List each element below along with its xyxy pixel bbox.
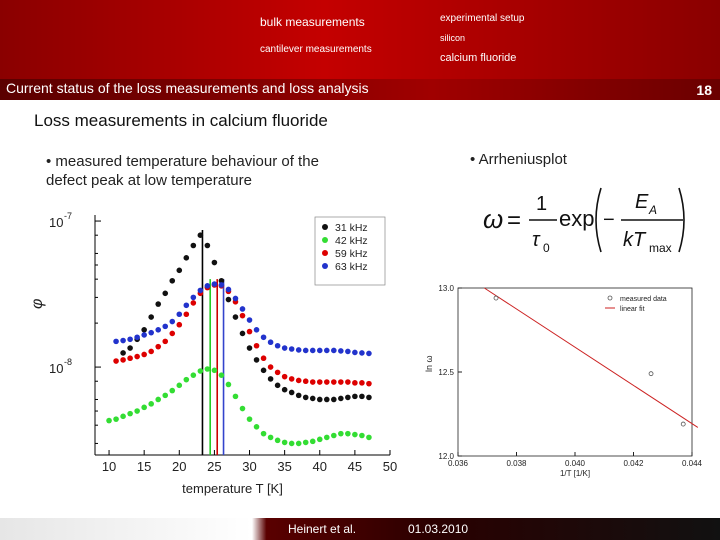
data-point [261, 431, 267, 437]
data-point [176, 322, 182, 328]
legend-label: 31 kHz [335, 222, 368, 234]
nav-calcium-fluoride[interactable]: calcium fluoride [440, 52, 517, 64]
data-point [120, 350, 126, 356]
formula-exp: exp [559, 206, 595, 231]
section-title: Loss measurements in calcium fluoride [34, 111, 328, 130]
data-point [212, 281, 218, 287]
data-point [155, 327, 161, 333]
data-point [113, 416, 119, 422]
data-point [113, 358, 119, 364]
data-point [198, 232, 204, 238]
data-point [296, 378, 302, 384]
page-number: 18 [696, 82, 712, 98]
data-point [240, 306, 246, 312]
data-point [345, 431, 351, 437]
data-point [191, 372, 197, 378]
data-point [184, 255, 190, 261]
nav-silicon[interactable]: silicon [440, 33, 466, 43]
data-point [226, 287, 232, 293]
data-point [155, 397, 161, 403]
legend-label: 59 kHz [335, 248, 368, 260]
data-point [127, 345, 133, 351]
data-point [338, 348, 344, 354]
data-point [205, 243, 211, 249]
data-point [268, 364, 274, 370]
data-point [310, 396, 316, 402]
x-tick-label: 20 [172, 459, 187, 474]
data-point [205, 366, 211, 372]
legend-label: 42 kHz [335, 235, 368, 247]
y-tick-label: 13.0 [438, 284, 454, 293]
data-point [296, 393, 302, 399]
data-point [317, 397, 323, 403]
plot-frame [458, 288, 692, 456]
data-point [134, 334, 140, 340]
data-point [169, 388, 175, 394]
status-title: Current status of the loss measurements and loss analysis [6, 80, 369, 96]
data-point [212, 368, 218, 374]
data-point [233, 314, 239, 320]
data-point [148, 401, 154, 407]
data-point [233, 296, 239, 302]
x-axis-label: 1/T [1/K] [559, 469, 591, 478]
data-point [191, 300, 197, 306]
arrhenius-formula [475, 180, 715, 260]
data-point [303, 378, 309, 384]
x-tick-label: 45 [347, 459, 363, 474]
x-tick-label: 0.040 [564, 459, 586, 468]
data-point [254, 424, 260, 430]
arrhenius-plot-chart [420, 270, 710, 500]
data-point [247, 317, 253, 323]
data-point [240, 331, 246, 337]
legend-marker [322, 237, 328, 243]
data-point [289, 441, 295, 447]
data-point [303, 395, 309, 401]
y-axis-label: ln ω [424, 355, 434, 372]
data-point [219, 282, 225, 288]
data-point [226, 382, 232, 388]
x-tick-label: 35 [277, 459, 292, 474]
data-point [162, 291, 168, 297]
data-point [127, 411, 133, 417]
data-point [247, 329, 253, 335]
formula-equals: = [507, 207, 522, 234]
formula-minus: − [603, 209, 615, 231]
legend-label: 63 kHz [335, 261, 368, 273]
bullet-left: • measured temperature behaviour of the defect peak at low temperature [46, 153, 319, 189]
y-axis-label: φ [29, 298, 46, 309]
data-point [120, 414, 126, 420]
data-point [324, 435, 330, 441]
data-point [198, 368, 204, 374]
data-point [282, 440, 288, 446]
data-point [352, 380, 358, 386]
data-point [184, 377, 190, 383]
formula-ea-sub: A [649, 203, 658, 217]
x-tick-label: 15 [136, 459, 152, 474]
data-point [176, 311, 182, 317]
data-point [120, 338, 126, 344]
data-point [155, 344, 161, 350]
data-point [205, 283, 211, 289]
data-point [254, 343, 260, 349]
data-point [289, 390, 295, 396]
x-tick-label: 50 [382, 459, 398, 474]
data-point [155, 301, 161, 307]
data-point [240, 406, 246, 412]
data-point [338, 379, 344, 385]
data-point [317, 348, 323, 354]
data-point [184, 302, 190, 308]
data-point [141, 327, 147, 333]
formula-one: 1 [536, 193, 548, 215]
data-point [352, 350, 358, 356]
data-point [296, 441, 302, 447]
data-point [134, 354, 140, 360]
data-point [296, 347, 302, 353]
data-point [338, 431, 344, 437]
data-point [268, 339, 274, 345]
data-point [345, 349, 351, 355]
data-point [345, 395, 351, 401]
data-point [310, 348, 316, 354]
data-point [345, 379, 351, 385]
legend-label: linear fit [620, 306, 645, 313]
data-point [268, 376, 274, 382]
data-point [247, 416, 253, 422]
data-point [366, 381, 372, 387]
y-tick-label: 10 [49, 215, 64, 231]
data-point [282, 374, 288, 380]
data-point [352, 432, 358, 438]
data-point [198, 288, 204, 294]
data-point [331, 348, 337, 354]
data-point [352, 394, 358, 400]
legend-marker [322, 263, 328, 269]
data-point [113, 339, 119, 345]
data-point [261, 334, 267, 340]
data-point [141, 332, 147, 338]
nav-bulk-measurements[interactable]: bulk measurements [260, 15, 365, 29]
footer-date: 01.03.2010 [408, 522, 469, 536]
formula-ea: E [635, 191, 649, 213]
data-point [366, 351, 372, 357]
data-point [324, 348, 330, 354]
y-tick-label: 10 [49, 361, 64, 377]
data-point [282, 387, 288, 393]
data-point [303, 348, 309, 354]
data-point [331, 379, 337, 385]
formula-kt: kT [623, 229, 646, 251]
data-point [366, 395, 372, 401]
data-point [282, 345, 288, 351]
data-point [338, 396, 344, 402]
data-point [359, 350, 365, 356]
data-point [120, 357, 126, 363]
data-point [184, 311, 190, 317]
data-point [162, 324, 168, 330]
formula-omega: ω [483, 204, 504, 234]
data-point [176, 383, 182, 389]
data-point [261, 355, 267, 361]
data-point [148, 349, 154, 355]
x-tick-label: 0.042 [623, 459, 644, 468]
x-axis-label: temperature T [K] [182, 481, 283, 496]
data-point [106, 418, 112, 424]
legend-marker [322, 224, 328, 230]
data-point [324, 397, 330, 403]
data-point [212, 260, 218, 266]
x-tick-label: 0.038 [506, 459, 527, 468]
data-point [359, 380, 365, 386]
data-point [261, 368, 267, 374]
data-point [148, 330, 154, 336]
x-tick-label: 0.036 [447, 459, 469, 468]
data-point [310, 379, 316, 385]
data-point [275, 343, 281, 349]
data-point [331, 433, 337, 439]
data-point [317, 379, 323, 385]
data-point [366, 435, 372, 441]
data-point [176, 267, 182, 273]
data-point [303, 440, 309, 446]
data-point [289, 376, 295, 382]
bullet-right: • Arrheniusplot [470, 151, 567, 168]
legend-label: measured data [620, 296, 667, 303]
formula-paren-left [596, 188, 601, 252]
data-point [247, 345, 253, 351]
data-point [240, 313, 246, 319]
x-tick-label: 0.044 [681, 459, 703, 468]
footer-author: Heinert et al. [288, 522, 357, 536]
data-point [191, 243, 197, 249]
data-point [127, 355, 133, 361]
data-point [359, 433, 365, 439]
formula-kt-sub: max [649, 241, 672, 255]
data-point [317, 437, 323, 443]
data-point [233, 394, 239, 400]
x-tick-label: 10 [101, 459, 117, 474]
data-point [289, 346, 295, 352]
formula-tau: τ [532, 229, 540, 251]
data-point [268, 435, 274, 441]
x-tick-label: 30 [242, 459, 257, 474]
data-point [191, 295, 197, 301]
y-tick-label: 12.5 [438, 368, 454, 377]
data-point [127, 336, 133, 342]
data-point [331, 397, 337, 403]
data-point [275, 383, 281, 389]
data-point [141, 405, 147, 411]
data-point [275, 370, 281, 376]
x-tick-label: 40 [312, 459, 327, 474]
formula-tau-sub: 0 [543, 241, 550, 255]
legend-marker [322, 250, 328, 256]
data-point [169, 331, 175, 337]
x-tick-label: 25 [207, 459, 222, 474]
y-tick-label-exponent: -8 [64, 357, 73, 368]
data-point [254, 357, 260, 363]
footer-bar [0, 518, 720, 540]
data-point [254, 327, 260, 333]
data-point [169, 319, 175, 325]
y-tick-label: 12.0 [438, 452, 454, 461]
data-point [275, 438, 281, 444]
data-point [310, 439, 316, 445]
data-point [162, 339, 168, 345]
data-point [324, 379, 330, 385]
data-point [134, 408, 140, 414]
data-point [219, 372, 225, 378]
data-point [226, 297, 232, 303]
data-point [169, 278, 175, 284]
loss-temperature-chart [20, 205, 420, 505]
nav-experimental-setup[interactable]: experimental setup [440, 13, 525, 24]
nav-cantilever-measurements[interactable]: cantilever measurements [260, 44, 372, 55]
data-point [141, 352, 147, 358]
data-point [148, 314, 154, 320]
y-tick-label-exponent: -7 [64, 211, 73, 222]
data-point [162, 393, 168, 399]
data-point [359, 394, 365, 400]
